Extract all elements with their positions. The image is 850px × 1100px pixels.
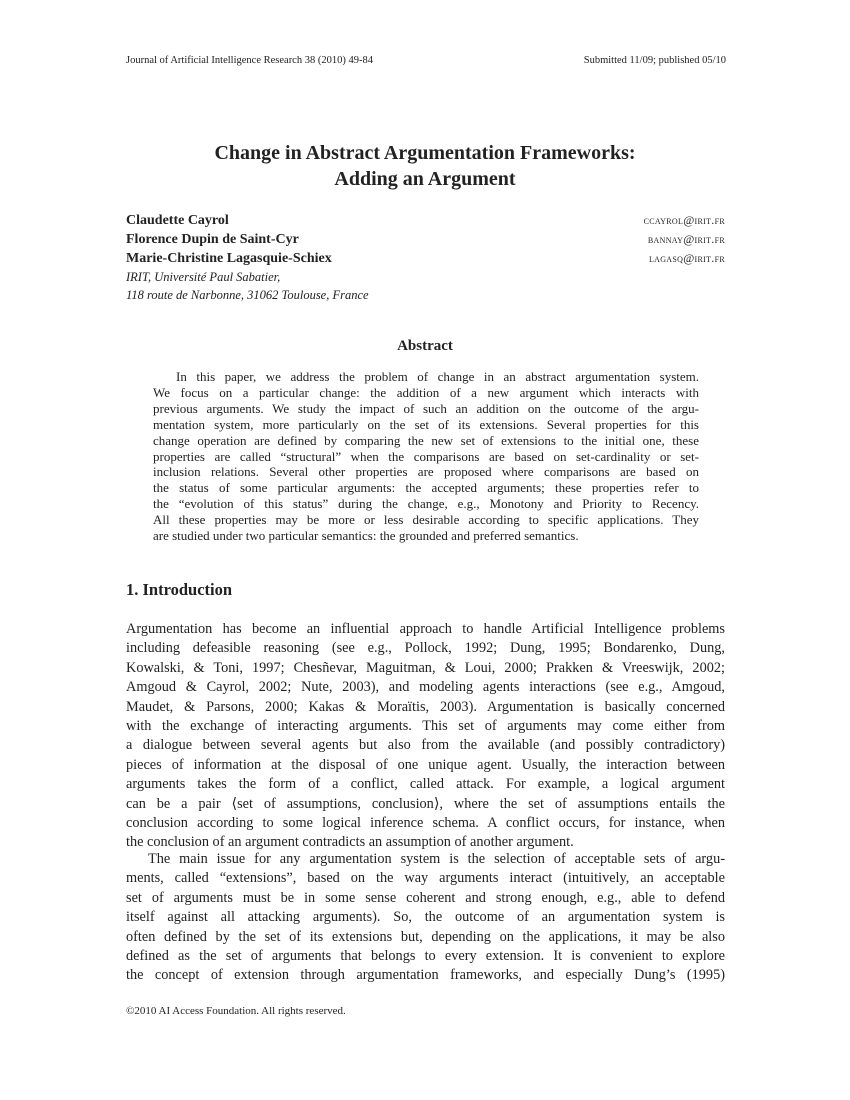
abstract-line: mentation system, more particularly on the set of its extensions. Several properties for this — [153, 416, 699, 432]
author-row — [126, 211, 725, 230]
text-line: the concept of extension through argumentation frameworks, and especially Dung’s (1995) — [126, 967, 725, 984]
abstract-line: change operation are defined by comparing the new set of extensions to the initial one, these — [153, 432, 699, 448]
intro-paragraph-1 — [126, 620, 725, 853]
abstract-line: In this paper, we address the problem of change in an abstract argumentation system. — [176, 369, 699, 384]
author-name: Claudette Cayrol — [126, 213, 229, 228]
title-line: Adding an Argument — [334, 168, 516, 190]
author-email: lagasq@irit.fr — [648, 251, 725, 265]
intro-paragraph-2 — [126, 850, 725, 986]
text-line: a dialogue between several agents but also from the available (and possibly contradictory) — [126, 737, 725, 754]
abstract-text — [153, 369, 699, 544]
text-line: set of arguments must be in some sense coherent and strong enough, e.g., able to defend — [126, 889, 725, 906]
affiliation-line: IRIT, Université Paul Sabatier, — [126, 270, 281, 284]
section-heading-introduction: 1. Introduction — [126, 580, 233, 599]
affiliation-line: 118 route de Narbonne, 31062 Toulouse, France — [126, 288, 369, 302]
text-line: ments, called “extensions”, based on the way arguments interact (intuitively, an acceptable — [126, 870, 725, 887]
title-line: Change in Abstract Argumentation Frameworks: — [214, 142, 636, 164]
text-line: with the exchange of interacting arguments. This set of arguments may come either from — [126, 718, 725, 735]
text-line: conclusion according to some logical inference schema. A conflict occurs, for instance, when — [126, 815, 725, 832]
abstract-line: are studied under two particular semantics: the grounded and preferred semantics. — [153, 528, 579, 544]
text-line: Argumentation has become an influential approach to handle Artificial Intelligence problems — [126, 621, 725, 637]
abstract-heading: Abstract — [397, 338, 453, 354]
abstract-line: the “evolution of this status” during the change, e.g., Monotony and Priority to Recency. — [153, 496, 699, 512]
abstract-line: properties are called “structural” when the comparisons are based on set-cardinality or set- — [153, 448, 699, 464]
abstract-line: inclusion relations. Several other properties are proposed where comparisons are based on — [153, 464, 699, 480]
text-line: The main issue for any argumentation system is the selection of acceptable sets of argu- — [148, 851, 725, 867]
text-line: Maudet, & Parsons, 2000; Kakas & Moraïtis, 2003). Argumentation is basically concerned — [126, 698, 725, 715]
copyright-notice: ©2010 AI Access Foundation. All rights reserved. — [126, 1005, 346, 1017]
text-line: pieces of information at the disposal of one unique agent. Usually, the interaction between — [126, 756, 725, 773]
text-line: the conclusion of an argument contradicts an assumption of another argument. — [126, 834, 574, 851]
author-name: Florence Dupin de Saint-Cyr — [126, 232, 299, 247]
text-line: can be a pair ⟨set of assumptions, conclusion⟩, where the set of assumptions entails the — [126, 795, 725, 812]
text-line: itself against all attacking arguments). So, the outcome of an argumentation system is — [126, 909, 725, 926]
author-name: Marie-Christine Lagasquie-Schiex — [126, 251, 332, 266]
author-row — [126, 249, 725, 268]
text-line: often defined by the set of its extensions but, depending on the applications, it may be also — [126, 928, 725, 945]
text-line: defined as the set of arguments that belongs to every extension. It is convenient to explore — [126, 948, 725, 965]
author-row — [126, 230, 725, 249]
abstract-line: We focus on a particular change: the addition of a new argument which interacts with — [153, 384, 699, 400]
abstract-line: previous arguments. We study the impact of such an addition on the outcome of the argu- — [153, 400, 699, 416]
author-email: ccayrol@irit.fr — [643, 213, 725, 227]
abstract-line: the status of some particular arguments: the accepted arguments; these properties refer to — [153, 480, 699, 496]
running-head — [126, 55, 726, 71]
text-line: Kowalski, & Toni, 1997; Chesñevar, Maguitman, & Loui, 2000; Prakken & Vreeswijk, 2002; — [126, 659, 725, 676]
paper-title — [126, 140, 724, 192]
author-email: bannay@irit.fr — [647, 232, 725, 246]
text-line: including defeasible reasoning (see e.g., Pollock, 1992; Dung, 1995; Bondarenko, Dung, — [126, 640, 725, 657]
author-block — [126, 211, 725, 304]
text-line: arguments takes the form of a conflict, called attack. For example, a logical argument — [126, 776, 725, 793]
submission-dates: Submitted 11/09; published 05/10 — [583, 55, 726, 66]
text-line: Amgoud & Cayrol, 2002; Nute, 2003), and modeling agents interactions (see e.g., Amgoud, — [126, 679, 725, 696]
abstract-line: All these properties may be more or less desirable according to specific applications. They — [153, 512, 699, 528]
journal-citation: Journal of Artificial Intelligence Research 38 (2010) 49-84 — [126, 55, 373, 66]
